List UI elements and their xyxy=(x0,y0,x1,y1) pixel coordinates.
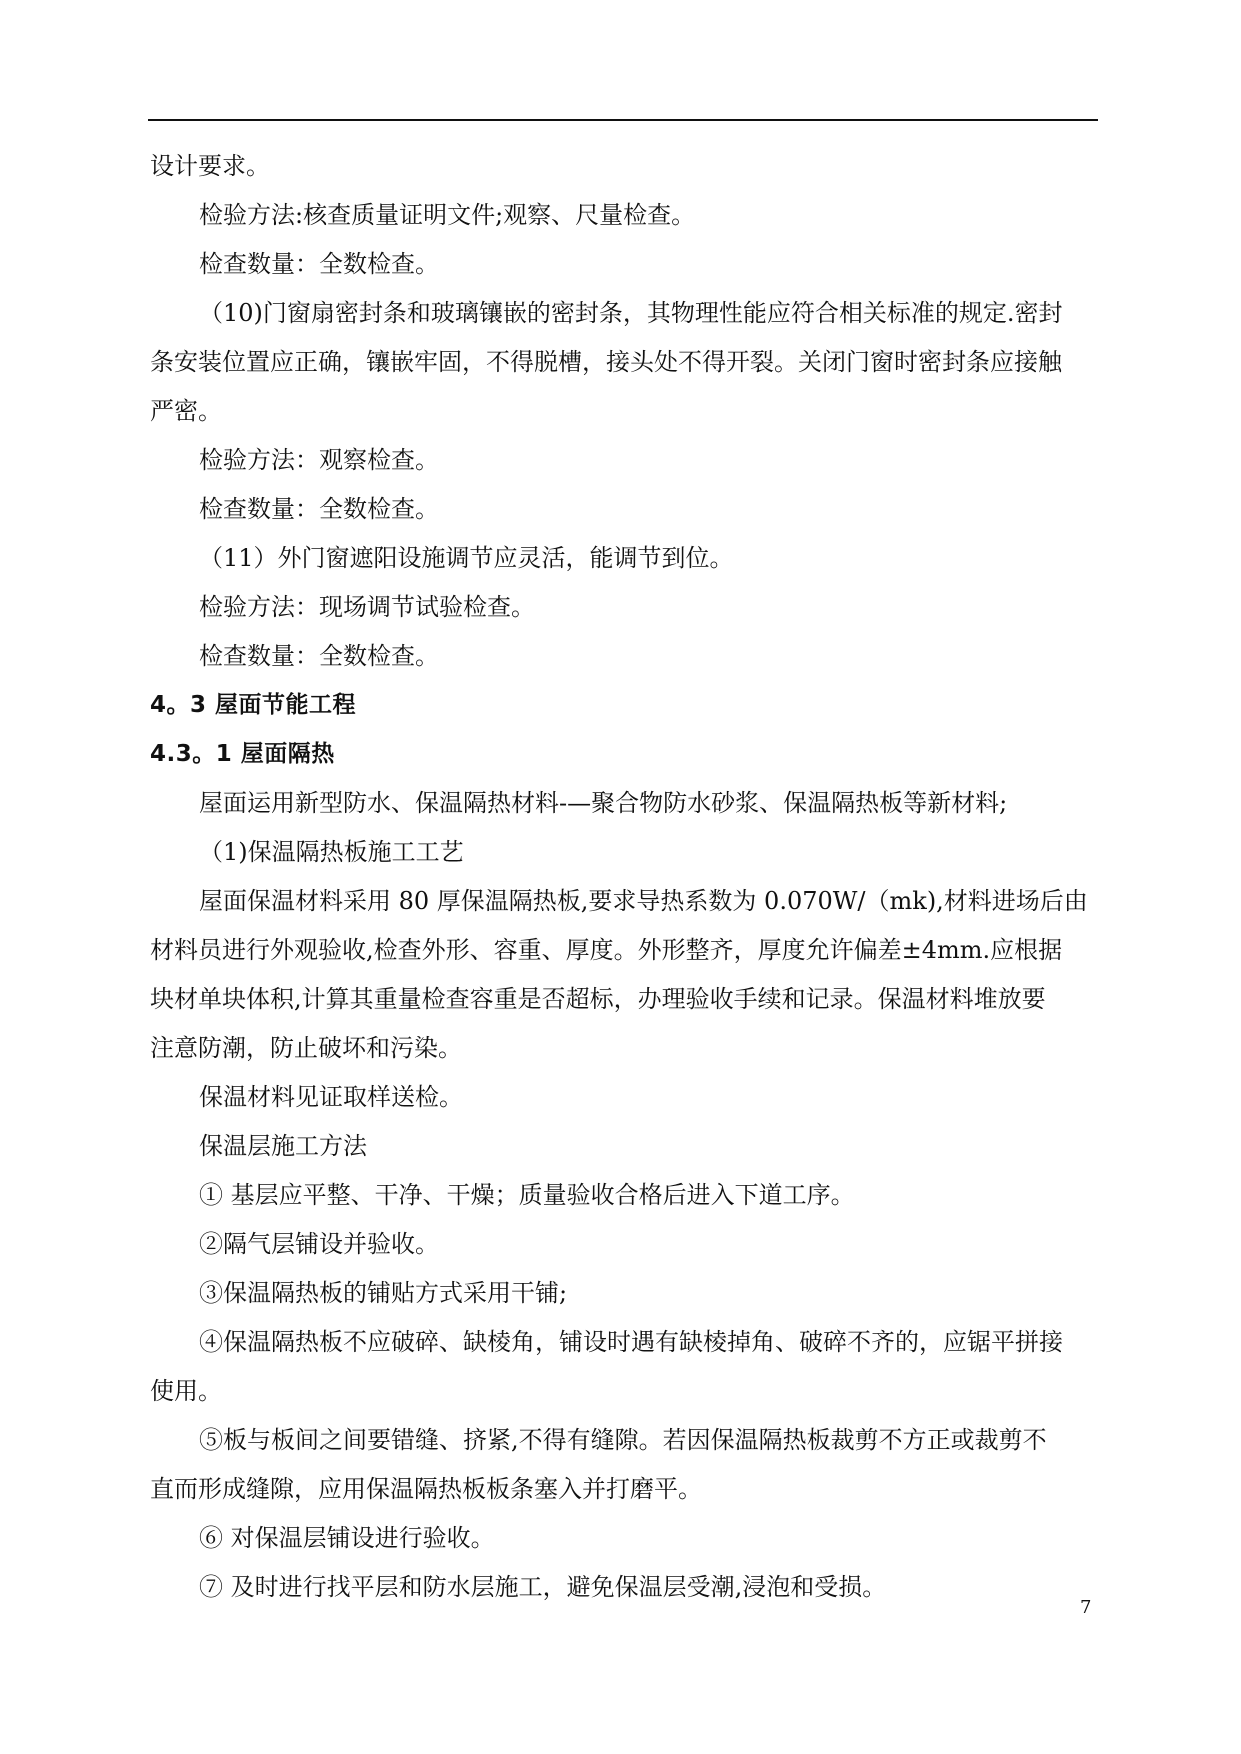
text-line: 块材单块体积,计算其重量检查容重是否超标，办理验收手续和记录。保温材料堆放要 xyxy=(150,985,1046,1013)
text-line: （10)门窗扇密封条和玻璃镶嵌的密封条，其物理性能应符合相关标准的规定.密封 xyxy=(199,299,1063,327)
text-line: 保温材料见证取样送检。 xyxy=(199,1083,463,1111)
page-body xyxy=(150,142,1100,1612)
page-number: 7 xyxy=(1080,1597,1092,1618)
text-line: 保温层施工方法 xyxy=(199,1132,367,1160)
header-rule xyxy=(148,119,1098,121)
text-line: ④保温隔热板不应破碎、缺棱角，铺设时遇有缺棱掉角、破碎不齐的，应锯平拼接 xyxy=(199,1328,1063,1356)
text-line: 检验方法：现场调节试验检查。 xyxy=(199,593,535,621)
paragraph-seal-strip xyxy=(150,289,1100,436)
text-line: 检验方法：观察检查。 xyxy=(199,446,439,474)
subsection-heading: 4.3。1 屋面隔热 xyxy=(150,741,335,767)
section-heading: 4。3 屋面节能工程 xyxy=(150,692,357,718)
list-item-5 xyxy=(150,1416,1100,1514)
list-item: ③保温隔热板的铺贴方式采用干铺; xyxy=(199,1279,568,1307)
text-line: （11）外门窗遮阳设施调节应灵活，能调节到位。 xyxy=(199,544,734,572)
text-line: 设计要求。 xyxy=(150,152,270,180)
text-line: 检查数量：全数检查。 xyxy=(199,642,439,670)
text-line: ⑤板与板间之间要错缝、挤紧,不得有缝隙。若因保温隔热板裁剪不方正或裁剪不 xyxy=(199,1426,1047,1454)
text-line: 检查数量：全数检查。 xyxy=(199,250,439,278)
paragraph-insulation-material xyxy=(150,877,1100,1073)
text-line: 检验方法:核查质量证明文件;观察、尺量检查。 xyxy=(199,201,696,229)
list-item: ⑦ 及时进行找平层和防水层施工，避免保温层受潮,浸泡和受损。 xyxy=(199,1573,887,1601)
text-line: 屋面运用新型防水、保温隔热材料-—聚合物防水砂浆、保温隔热板等新材料; xyxy=(199,789,1008,817)
text-line: 条安装位置应正确，镶嵌牢固，不得脱槽，接头处不得开裂。关闭门窗时密封条应接触 xyxy=(150,348,1062,376)
text-line: 直而形成缝隙，应用保温隔热板板条塞入并打磨平。 xyxy=(150,1475,702,1503)
list-item: ⑥ 对保温层铺设进行验收。 xyxy=(199,1524,495,1552)
text-line: 检查数量：全数检查。 xyxy=(199,495,439,523)
text-line: 屋面保温材料采用 80 厚保温隔热板,要求导热系数为 0.070W/（mk),材料进场后由 xyxy=(199,887,1088,915)
list-item: ① 基层应平整、干净、干燥；质量验收合格后进入下道工序。 xyxy=(199,1181,855,1209)
text-line: 使用。 xyxy=(150,1377,222,1405)
list-item: ②隔气层铺设并验收。 xyxy=(199,1230,439,1258)
text-line: 严密。 xyxy=(150,397,222,425)
list-item-4 xyxy=(150,1318,1100,1416)
text-line: 注意防潮，防止破坏和污染。 xyxy=(150,1034,462,1062)
text-line: （1)保温隔热板施工工艺 xyxy=(199,838,464,866)
text-line: 材料员进行外观验收,检查外形、容重、厚度。外形整齐，厚度允许偏差±4mm.应根据 xyxy=(150,936,1063,964)
